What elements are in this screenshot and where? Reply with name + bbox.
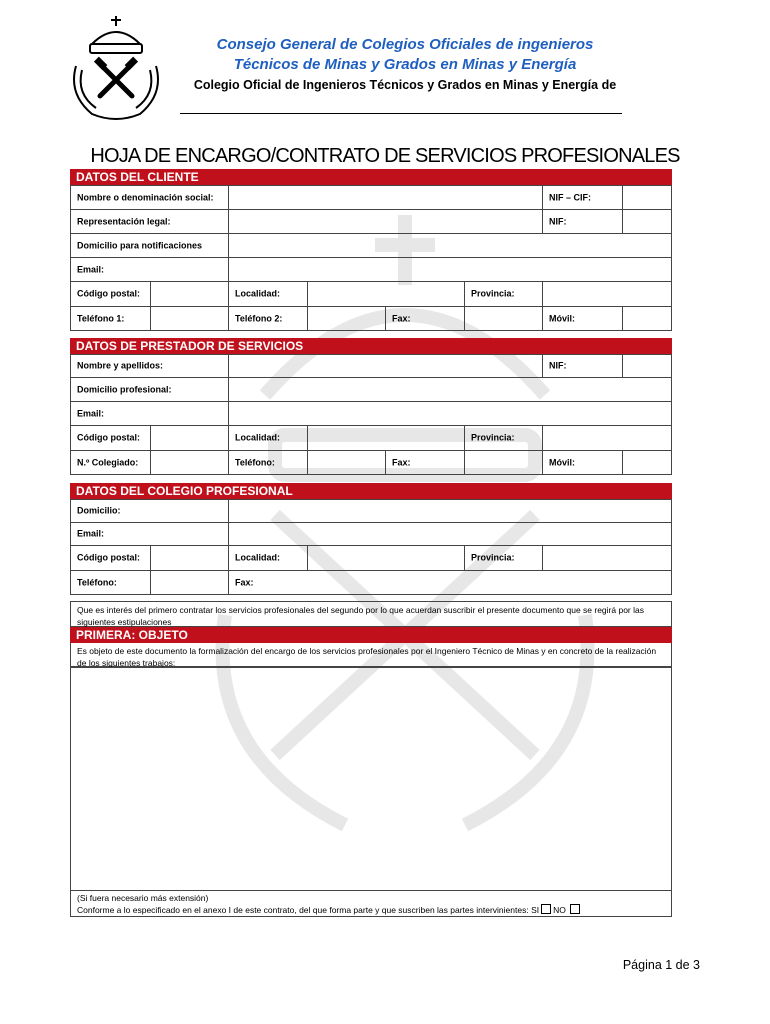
input-movil[interactable] <box>622 307 671 330</box>
trabajos-textarea[interactable] <box>70 667 672 891</box>
cell-colegio-fax: Fax: <box>228 571 671 594</box>
cell-movil: Móvil: <box>542 307 622 330</box>
cell-prestador-nif: NIF: <box>542 355 622 377</box>
conforme-text: Conforme a lo especificado en el anexo I de este contrato, del que forma parte y que suscriben las partes intervinientes: SI <box>77 905 540 915</box>
row-prestador-telefonos <box>70 451 672 475</box>
checkbox-si[interactable] <box>541 904 551 914</box>
input-domicilio-profesional[interactable] <box>228 378 671 401</box>
cell-prestador-telefono: Teléfono: <box>228 451 307 474</box>
input-colegio-localidad[interactable] <box>307 546 464 570</box>
college-name: Colegio Oficial de Ingenieros Técnicos y Grados en Minas y Energía de <box>193 78 617 92</box>
label-prestador-email: Email: <box>77 408 105 418</box>
checkbox-no[interactable] <box>570 904 580 914</box>
cell-nif: NIF: <box>542 210 622 233</box>
input-nombre[interactable] <box>228 186 542 209</box>
input-nombre-apellidos[interactable] <box>228 355 542 377</box>
input-colegio-provincia[interactable] <box>542 546 671 570</box>
input-prestador-fax[interactable] <box>464 451 542 474</box>
row-prestador-postal <box>70 426 672 451</box>
input-colegio-codigo-postal[interactable] <box>150 546 228 570</box>
row-prestador-email <box>70 402 672 426</box>
objeto-footer <box>70 891 672 917</box>
input-localidad[interactable] <box>307 282 464 306</box>
section-heading-colegio: DATOS DEL COLEGIO PROFESIONAL <box>70 483 672 499</box>
input-prestador-codigo-postal[interactable] <box>150 426 228 450</box>
input-colegio-domicilio[interactable] <box>228 500 671 522</box>
input-prestador-provincia[interactable] <box>542 426 671 450</box>
input-email[interactable] <box>228 258 671 281</box>
cell-colegio-provincia: Provincia: <box>464 546 542 570</box>
section-heading-objeto: PRIMERA: OBJETO <box>70 627 672 643</box>
label-colegio-email: Email: <box>77 528 105 539</box>
input-nif[interactable] <box>622 210 671 233</box>
council-name-line2: Técnicos de Minas y Grados en Minas y Energía <box>233 56 577 73</box>
cell-prestador-provincia: Provincia: <box>464 426 542 450</box>
label-colegio-telefono: Teléfono: <box>77 577 117 587</box>
label-nombre-apellidos: Nombre y apellidos: <box>77 360 164 371</box>
input-nif-cif[interactable] <box>622 186 671 209</box>
input-prestador-email[interactable] <box>228 402 671 425</box>
row-cliente-nombre <box>70 185 672 210</box>
no-label: NO <box>553 905 566 915</box>
input-prestador-movil[interactable] <box>622 451 671 474</box>
row-colegio-postal <box>70 546 672 571</box>
cell-localidad: Localidad: <box>228 282 307 306</box>
row-colegio-domicilio <box>70 499 672 523</box>
input-colegio-telefono[interactable] <box>150 571 228 594</box>
label-domicilio-profesional: Domicilio profesional: <box>77 384 172 394</box>
college-name-underline <box>180 113 622 114</box>
council-name-line1: Consejo General de Colegios Oficiales de ingenieros <box>216 36 594 53</box>
input-prestador-nif[interactable] <box>622 355 671 377</box>
cell-nif-cif: NIF – CIF: <box>542 186 622 209</box>
document-title: HOJA DE ENCARGO/CONTRATO DE SERVICIOS PROFESIONALES <box>90 145 680 167</box>
input-domicilio[interactable] <box>228 234 671 257</box>
label-colegiado: N.º Colegiado: <box>77 457 139 467</box>
input-provincia[interactable] <box>542 282 671 306</box>
label-email: Email: <box>77 264 105 274</box>
input-codigo-postal[interactable] <box>150 282 228 306</box>
label-domicilio: Domicilio para notificaciones <box>77 240 203 250</box>
label-colegio-domicilio: Domicilio: <box>77 505 121 516</box>
cell-provincia: Provincia: <box>464 282 542 306</box>
cell-prestador-movil: Móvil: <box>542 451 622 474</box>
row-colegio-email <box>70 523 672 546</box>
cell-prestador-fax: Fax: <box>385 451 464 474</box>
label-prestador-codigo-postal: Código postal: <box>77 432 140 443</box>
objeto-paragraph: Es objeto de este documento la formalización del encargo de los servicios profesionales por el Ingeniero Técnico de Minas y en concreto de la realización de los siguientes trabajos: <box>70 643 672 667</box>
label-colegio-codigo-postal: Código postal: <box>77 552 140 563</box>
row-cliente-representacion <box>70 210 672 234</box>
label-codigo-postal: Código postal: <box>77 288 140 299</box>
coat-of-arms-logo <box>62 14 170 126</box>
section-heading-prestador: DATOS DE PRESTADOR DE SERVICIOS <box>70 338 672 354</box>
row-cliente-email <box>70 258 672 282</box>
cell-fax: Fax: <box>385 307 464 330</box>
page-number: Página 1 de 3 <box>622 958 700 972</box>
input-telefono2[interactable] <box>307 307 385 330</box>
input-representacion[interactable] <box>228 210 542 233</box>
input-fax[interactable] <box>464 307 542 330</box>
input-prestador-telefono[interactable] <box>307 451 385 474</box>
row-cliente-telefonos <box>70 307 672 331</box>
cell-prestador-localidad: Localidad: <box>228 426 307 450</box>
row-cliente-postal <box>70 282 672 307</box>
row-prestador-nombre <box>70 354 672 378</box>
conforme-line <box>77 904 665 916</box>
cell-colegio-localidad: Localidad: <box>228 546 307 570</box>
cell-telefono2: Teléfono 2: <box>228 307 307 330</box>
section-heading-cliente: DATOS DEL CLIENTE <box>70 169 672 185</box>
row-cliente-domicilio <box>70 234 672 258</box>
input-colegiado[interactable] <box>150 451 228 474</box>
input-colegio-email[interactable] <box>228 523 671 545</box>
label-representacion: Representación legal: <box>77 216 171 226</box>
input-telefono1[interactable] <box>150 307 228 330</box>
interest-paragraph: Que es interés del primero contratar los servicios profesionales del segundo por lo que acuerdan suscribir el presente documento que se regirá por las siguientes estipulaciones <box>70 601 672 627</box>
label-nombre: Nombre o denominación social: <box>77 192 214 202</box>
extension-note: (Si fuera necesario más extensión) <box>77 893 209 903</box>
row-prestador-domicilio <box>70 378 672 402</box>
label-telefono1: Teléfono 1: <box>77 313 125 323</box>
row-colegio-telefono <box>70 571 672 595</box>
input-prestador-localidad[interactable] <box>307 426 464 450</box>
